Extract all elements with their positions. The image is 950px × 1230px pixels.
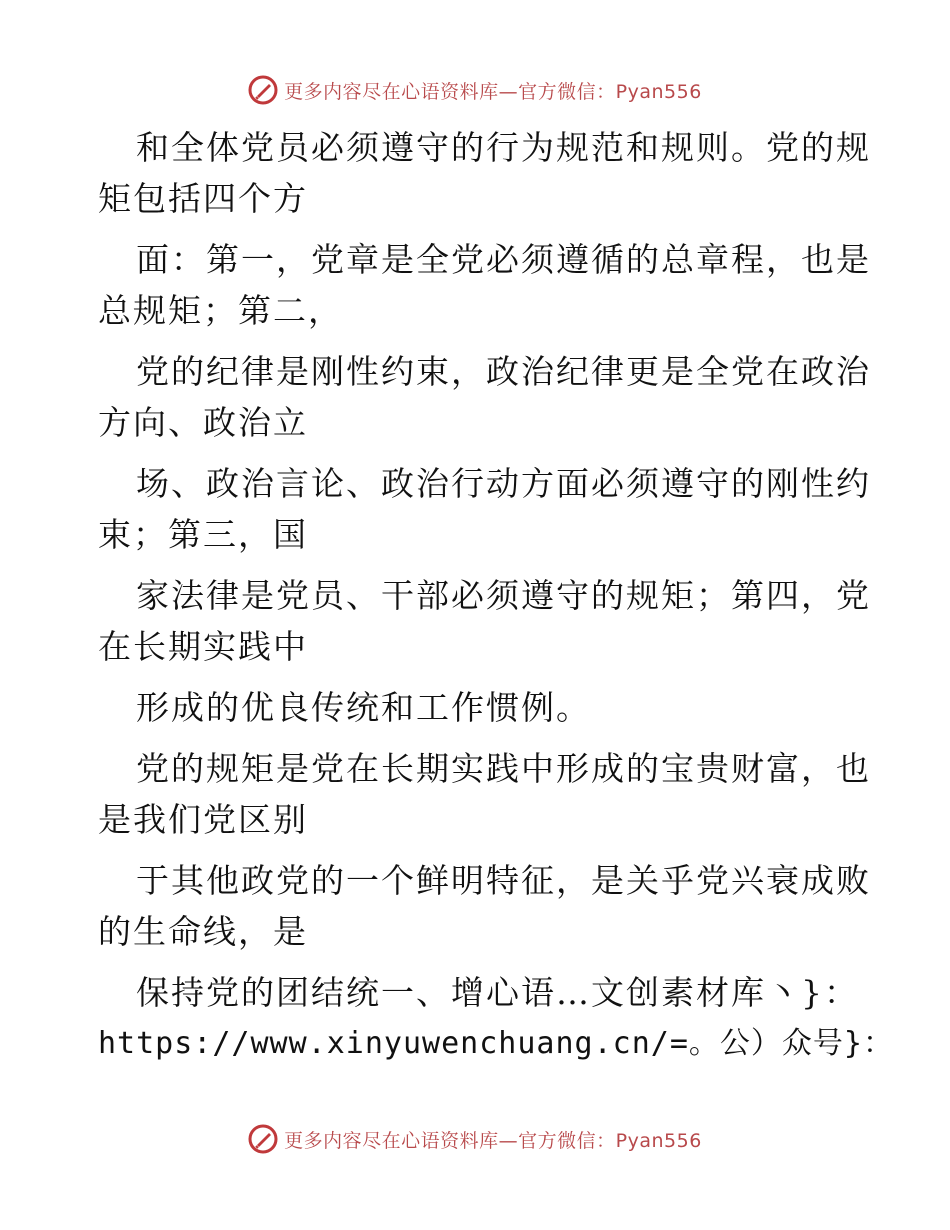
paragraph-line: 家法律是党员、干部必须遵守的规矩；第四，党 bbox=[136, 576, 871, 615]
quill-logo-icon bbox=[248, 75, 278, 105]
paragraph bbox=[98, 682, 858, 733]
paragraph bbox=[98, 346, 871, 448]
paragraph bbox=[98, 967, 858, 1018]
paragraph-line: 面：第一，党章是全党必须遵循的总章程，也是 bbox=[136, 240, 871, 279]
footer-watermark-banner bbox=[0, 1117, 950, 1161]
paragraph bbox=[98, 458, 871, 560]
paragraph bbox=[98, 855, 871, 957]
paragraph-line: 党的规矩是党在长期实践中形成的宝贵财富，也 bbox=[136, 749, 871, 788]
paragraph-line: 场、政治言论、政治行动方面必须遵守的刚性约 bbox=[136, 464, 871, 503]
paragraph-line: 于其他政党的一个鲜明特征，是关乎党兴衰成败 bbox=[136, 861, 871, 900]
paragraph-line: 保持党的团结统一、增心语…文创素材库丶}： bbox=[136, 973, 859, 1012]
paragraph bbox=[98, 570, 871, 672]
paragraph-line: 总规矩；第二， bbox=[98, 291, 343, 330]
paragraph bbox=[98, 234, 871, 336]
paragraph-line: 的生命线，是 bbox=[98, 912, 308, 951]
header-watermark-text: 更多内容尽在心语资料库—官方微信：Pyan556 bbox=[284, 80, 702, 103]
paragraph-line: 矩包括四个方 bbox=[98, 179, 308, 218]
paragraph-line: 党的纪律是刚性约束，政治纪律更是全党在政治 bbox=[136, 352, 871, 391]
paragraph-line: 形成的优良传统和工作惯例。 bbox=[136, 688, 591, 727]
paragraph-line: 束；第三，国 bbox=[98, 515, 308, 554]
url-text: https://www.xinyuwenchuang.cn/=。公）众号}： bbox=[98, 1026, 894, 1061]
quill-logo-icon bbox=[248, 1124, 278, 1154]
paragraph bbox=[98, 122, 871, 224]
paragraph-line: 方向、政治立 bbox=[98, 403, 308, 442]
footer-watermark-text: 更多内容尽在心语资料库—官方微信：Pyan556 bbox=[284, 1129, 702, 1152]
paragraph bbox=[98, 743, 871, 845]
document-body bbox=[98, 122, 894, 1069]
paragraph-line: 是我们党区别 bbox=[98, 800, 308, 839]
paragraph-line: 和全体党员必须遵守的行为规范和规则。党的规 bbox=[136, 128, 871, 167]
header-watermark-banner bbox=[0, 68, 950, 112]
paragraph-line: 在长期实践中 bbox=[98, 627, 308, 666]
